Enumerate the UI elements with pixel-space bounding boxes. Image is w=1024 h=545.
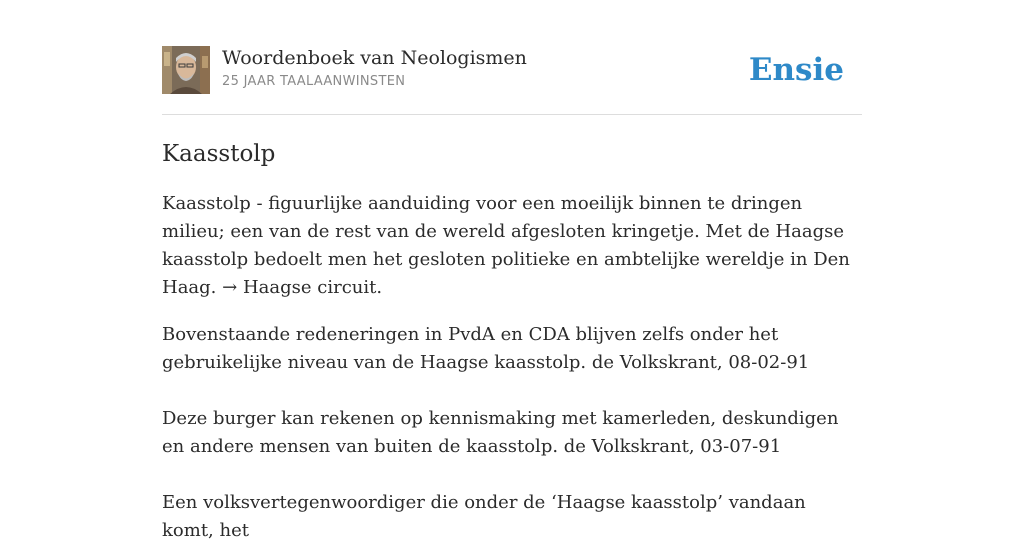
entry-definition	[162, 190, 862, 302]
dictionary-title[interactable]: Woordenboek van Neologismen	[222, 47, 527, 69]
entry-title: Kaasstolp	[162, 141, 276, 167]
author-avatar[interactable]	[162, 46, 210, 94]
avatar-image	[162, 46, 210, 94]
quote-3: Een volksvertegenwoordiger die onder de ‘Haagse kaasstolp’ vandaan komt, het	[162, 492, 806, 541]
entry-content	[162, 132, 862, 545]
definition-text: Kaasstolp - figuurlijke aanduiding voor een moeilijk binnen te dringen milieu; een van de rest van de wereld afgesloten kringetje. Met de Haagse kaasstolp bedoelt men het gesloten politieke en ambtelijke wereldje in Den Haag.	[162, 193, 850, 298]
arrow-icon: →	[222, 277, 238, 298]
site-header	[162, 46, 862, 115]
quote-1: Bovenstaande redeneringen in PvdA en CDA blijven zelfs onder het gebruikelijke niveau van de Haagse kaasstolp. de Volkskrant, 08-02-91	[162, 324, 810, 373]
ensie-logo[interactable]: Ensie	[748, 52, 844, 88]
see-also-link[interactable]: Haagse circuit.	[242, 277, 383, 298]
quote-2: Deze burger kan rekenen op kennismaking met kamerleden, deskundigen en andere mensen van buiten de kaasstolp. de Volkskrant, 03-07-91	[162, 408, 839, 457]
dictionary-subtitle: 25 JAAR TAALAANWINSTEN	[222, 74, 406, 89]
